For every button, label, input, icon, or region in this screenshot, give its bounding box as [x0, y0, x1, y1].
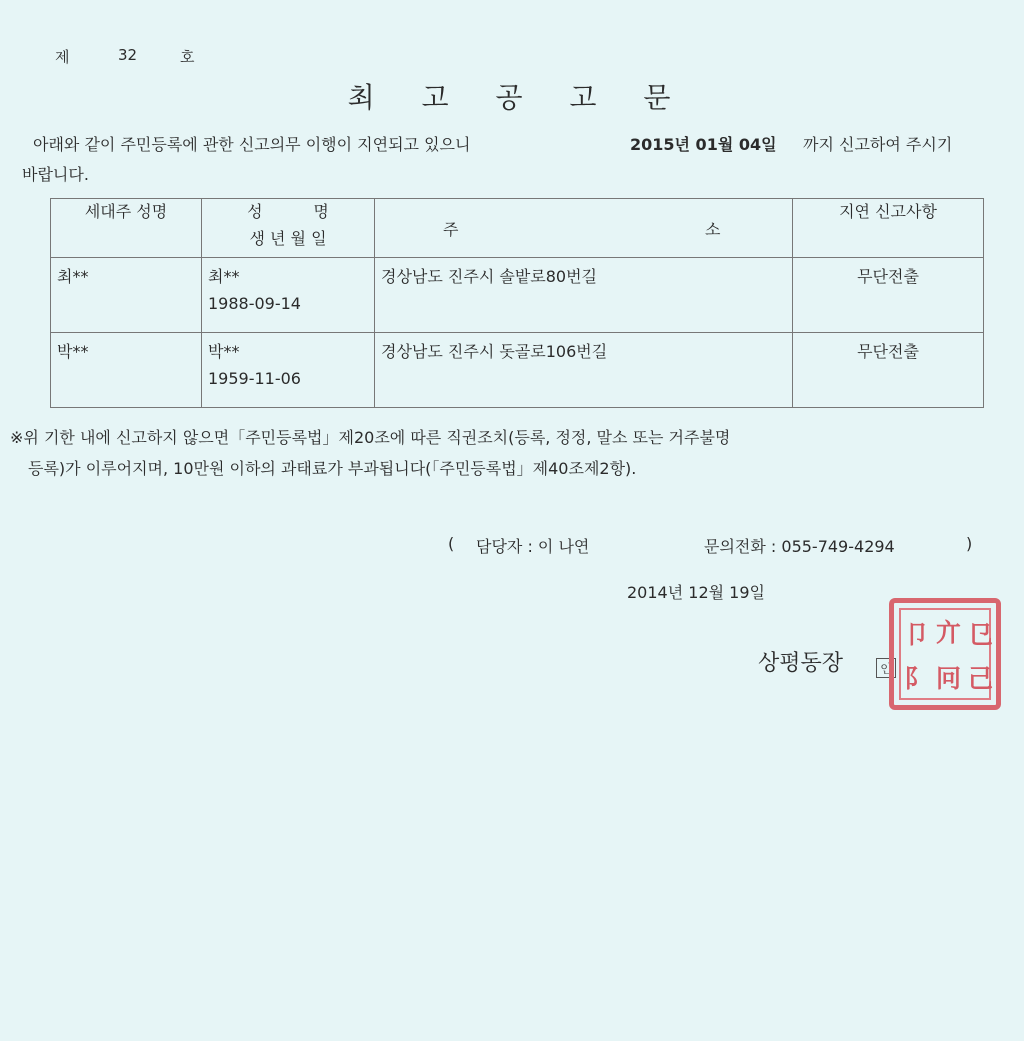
page-title: 최 고 공 고 문: [347, 81, 677, 114]
resident-address: 경상남도 진주시 돗골로106번길: [381, 342, 608, 361]
resident-address: 경상남도 진주시 솔밭로80번길: [381, 267, 598, 286]
signatory-title: 상평동장: [758, 651, 844, 676]
intro-text-part1: 아래와 같이 주민등록에 관한 신고의무 이행이 지연되고 있으니: [33, 135, 471, 154]
cell-name-birth: [202, 333, 375, 408]
resident-birth: 1959-11-06: [208, 369, 301, 388]
stamp-mark-box: 인: [876, 658, 896, 678]
contact-close-paren: ): [966, 534, 973, 553]
header-householder: [51, 199, 202, 258]
intro-text-part2: 까지 신고하여 주시기: [803, 135, 953, 154]
header-birth-label: 생 년 월 일: [249, 229, 327, 248]
cell-delay-item: [793, 258, 984, 333]
header-householder-label: 세대주 성명: [84, 202, 168, 221]
contact-officer: 담당자 : 이 나연: [476, 537, 590, 556]
header-delay-item-label: 지연 신고사항: [839, 202, 937, 221]
header-address-label-2: 소: [705, 220, 721, 239]
table-header-row: [51, 199, 984, 258]
resident-birth: 1988-09-14: [208, 294, 301, 313]
deadline-date: 2015년 01월 04일: [630, 135, 777, 154]
contact-phone: 문의전화 : 055-749-4294: [704, 537, 895, 556]
doc-number-suffix: 호: [180, 48, 195, 66]
seal-glyph: 㔾: [968, 620, 994, 649]
header-name-label: 성 명: [247, 202, 329, 221]
cell-householder: [51, 333, 202, 408]
legal-notice-line2: 등록)가 이루어지며, 10만원 이하의 과태료가 부과됩니다(「주민등록법」제40조제2항).: [28, 459, 637, 478]
issue-date: 2014년 12월 19일: [627, 583, 765, 602]
legal-notice-line1: ※위 기한 내에 신고하지 않으면「주민등록법」제20조에 따른 직권조치(등록, 정정, 말소 또는 거주불명: [10, 428, 731, 447]
cell-delay-item: [793, 333, 984, 408]
doc-number-value: 32: [118, 46, 138, 64]
seal-glyph: 卩: [904, 620, 930, 649]
cell-name-birth: [202, 258, 375, 333]
header-address: [375, 199, 793, 258]
resident-name: 박**: [208, 342, 240, 361]
header-address-label-1: 주: [443, 220, 459, 239]
seal-glyph: 亣: [936, 618, 962, 647]
resident-name: 최**: [208, 267, 240, 286]
householder-name: 박**: [57, 342, 89, 361]
cell-householder: [51, 258, 202, 333]
header-delay-item: [793, 199, 984, 258]
records-table: [50, 198, 984, 408]
seal-glyph: 阝: [904, 664, 930, 693]
contact-open-paren: (: [448, 534, 455, 553]
table-row: [51, 258, 984, 333]
header-name-birth: [202, 199, 375, 258]
intro-text-line2: 바랍니다.: [22, 165, 89, 184]
table-row: [51, 333, 984, 408]
seal-glyph: 冋: [936, 664, 962, 693]
doc-number-label: 제: [55, 48, 70, 66]
delay-item: 무단전출: [857, 342, 919, 361]
seal-glyph: 己: [968, 664, 994, 693]
cell-address: [375, 258, 793, 333]
householder-name: 최**: [57, 267, 89, 286]
delay-item: 무단전출: [857, 267, 919, 286]
cell-address: [375, 333, 793, 408]
official-seal-icon: [889, 598, 1001, 710]
